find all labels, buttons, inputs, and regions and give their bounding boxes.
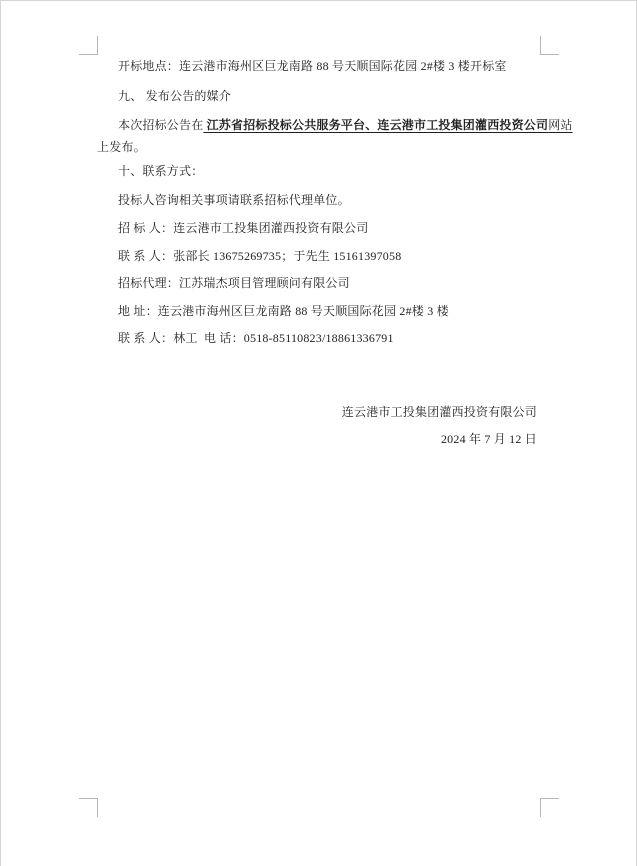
agency-contact-line: 联 系 人：林工 电 话：0518-85110823/18861336791	[118, 331, 394, 345]
announcement-prefix: 本次招标公告在	[118, 118, 204, 132]
section-heading-media: 九、 发布公告的媒介	[118, 89, 232, 103]
announcement-suffix: 网站	[548, 118, 573, 132]
tenderer-contact-line: 联 系 人：张部长 13675269735；于先生 15161397058	[118, 249, 402, 263]
agency-line: 招标代理：江苏瑞杰项目管理顾问有限公司	[118, 276, 350, 290]
agency-address-line: 地 址：连云港市海州区巨龙南路 88 号天顺国际花园 2#楼 3 楼	[118, 304, 449, 318]
text-boundary-mark-top-left-icon	[79, 36, 98, 55]
announcement-line	[118, 118, 573, 133]
contact-note-line: 投标人咨询相关事项请联系招标代理单位。	[118, 193, 350, 207]
text-boundary-mark-bottom-right-icon	[540, 798, 559, 817]
signature-company-line: 连云港市工投集团灌西投资有限公司	[341, 405, 537, 419]
text-boundary-mark-bottom-left-icon	[79, 798, 98, 817]
open-location-line: 开标地点：连云港市海州区巨龙南路 88 号天顺国际花园 2#楼 3 楼开标室	[118, 59, 507, 73]
tenderer-line: 招 标 人：连云港市工投集团灌西投资有限公司	[118, 221, 369, 235]
text-boundary-mark-top-right-icon	[540, 36, 559, 55]
signature-date-line: 2024 年 7 月 12 日	[440, 432, 537, 446]
announcement-platform-names: 江苏省招标投标公共服务平台、连云港市工投集团灌西投资公司	[203, 118, 549, 132]
section-heading-contact: 十、联系方式：	[118, 164, 204, 178]
announcement-continuation-line: 上发布。	[97, 140, 146, 154]
